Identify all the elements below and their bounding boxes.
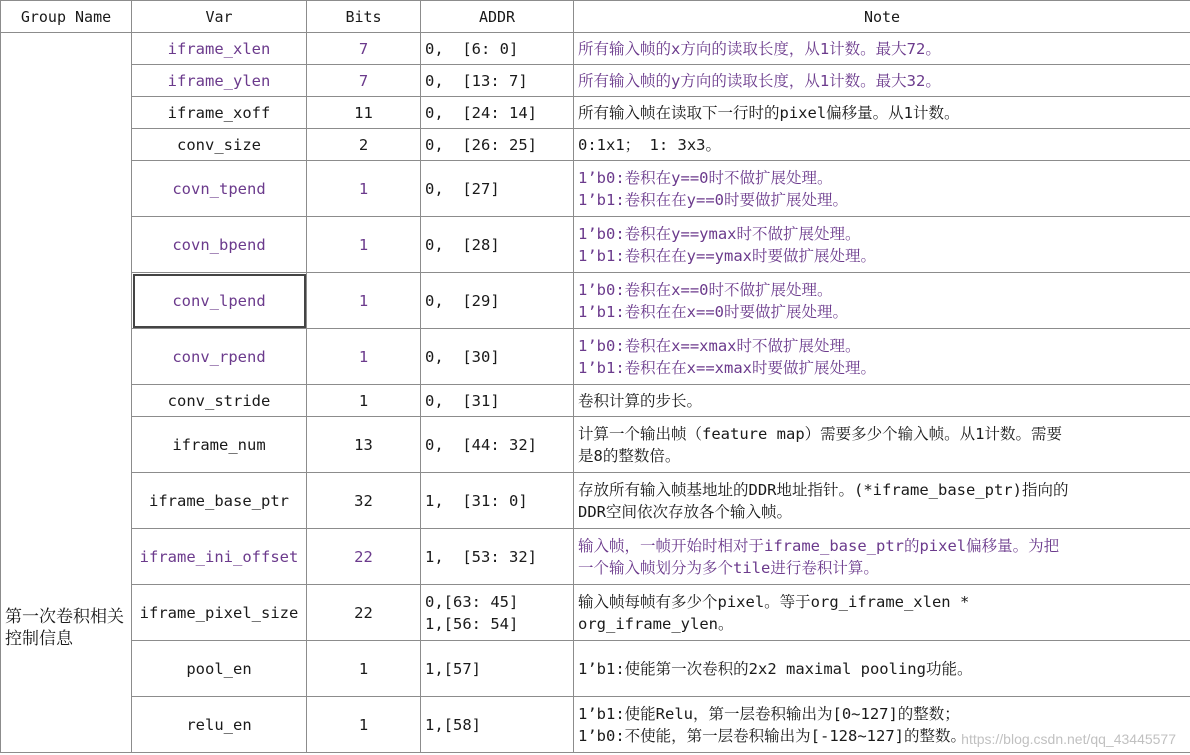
var-cell[interactable]: iframe_ylen [132, 65, 307, 97]
var-cell[interactable]: pool_en [132, 641, 307, 697]
var-cell[interactable]: covn_tpend [132, 161, 307, 217]
table-row [1, 217, 1190, 273]
addr-cell[interactable]: 0, [26: 25] [421, 129, 574, 161]
note-cell[interactable] [574, 641, 1190, 697]
var-cell[interactable]: iframe_xoff [132, 97, 307, 129]
bits-cell[interactable]: 1 [307, 273, 421, 329]
column-header-bits[interactable]: Bits [307, 1, 421, 33]
addr-cell[interactable]: 0, [29] [421, 273, 574, 329]
bits-cell[interactable]: 7 [307, 65, 421, 97]
bits-cell[interactable]: 22 [307, 585, 421, 641]
addr-cell[interactable]: 0, [30] [421, 329, 574, 385]
column-header-addr[interactable]: ADDR [421, 1, 574, 33]
note-line: 1’b1:卷积在在y==0时要做扩展处理。 [578, 190, 848, 209]
table-row [1, 161, 1190, 217]
var-cell[interactable]: iframe_base_ptr [132, 473, 307, 529]
addr-cell[interactable]: 1, [53: 32] [421, 529, 574, 585]
addr-cell[interactable]: 1,[58] [421, 697, 574, 753]
note-line: 输入帧每帧有多少个pixel。等于org_iframe_xlen * [578, 592, 970, 611]
note-line: 1’b0:卷积在x==0时不做扩展处理。 [578, 280, 833, 299]
column-header-note[interactable]: Note [574, 1, 1190, 33]
var-cell[interactable]: iframe_num [132, 417, 307, 473]
bits-cell[interactable]: 7 [307, 33, 421, 65]
note-cell[interactable] [574, 129, 1190, 161]
note-line: 所有输入帧在读取下一行时的pixel偏移量。从1计数。 [578, 103, 960, 122]
header-row [1, 1, 1190, 33]
table-row [1, 273, 1190, 329]
note-cell[interactable] [574, 585, 1190, 641]
column-header-var[interactable]: Var [132, 1, 307, 33]
addr-cell[interactable]: 0, [24: 14] [421, 97, 574, 129]
table-row [1, 65, 1190, 97]
note-cell[interactable] [574, 97, 1190, 129]
note-line: 1’b1:使能Relu，第一层卷积输出为[0~127]的整数； [578, 704, 960, 723]
note-line: 1’b0:卷积在y==0时不做扩展处理。 [578, 168, 833, 187]
note-line: 0:1x1； 1: 3x3。 [578, 135, 721, 154]
addr-cell[interactable]: 1, [31: 0] [421, 473, 574, 529]
note-line: 所有输入帧的x方向的读取长度，从1计数。最大72。 [578, 39, 941, 58]
addr-cell[interactable]: 0, [31] [421, 385, 574, 417]
bits-cell[interactable]: 1 [307, 641, 421, 697]
bits-cell[interactable]: 13 [307, 417, 421, 473]
table-row [1, 529, 1190, 585]
table-row [1, 97, 1190, 129]
var-cell[interactable]: iframe_pixel_size [132, 585, 307, 641]
note-line: 输入帧，一帧开始时相对于iframe_base_ptr的pixel偏移量。为把 [578, 536, 1060, 555]
addr-cell[interactable]: 1,[57] [421, 641, 574, 697]
note-line: org_iframe_ylen。 [578, 614, 734, 633]
table-row [1, 329, 1190, 385]
note-line: 1’b0:不使能，第一层卷积输出为[-128~127]的整数。 [578, 726, 966, 745]
note-cell[interactable] [574, 273, 1190, 329]
note-line: 1’b1:使能第一次卷积的2x2 maximal pooling功能。 [578, 659, 973, 678]
table-row [1, 585, 1190, 641]
bits-cell[interactable]: 22 [307, 529, 421, 585]
note-cell[interactable] [574, 417, 1190, 473]
var-cell[interactable]: iframe_ini_offset [132, 529, 307, 585]
bits-cell[interactable]: 1 [307, 329, 421, 385]
note-cell[interactable] [574, 33, 1190, 65]
note-cell[interactable] [574, 161, 1190, 217]
var-cell[interactable]: iframe_xlen [132, 33, 307, 65]
var-cell[interactable]: relu_en [132, 697, 307, 753]
table-row [1, 417, 1190, 473]
table-row [1, 385, 1190, 417]
bits-cell[interactable]: 2 [307, 129, 421, 161]
var-cell[interactable]: covn_bpend [132, 217, 307, 273]
table-row [1, 473, 1190, 529]
var-cell[interactable]: conv_size [132, 129, 307, 161]
note-cell[interactable] [574, 385, 1190, 417]
addr-cell[interactable]: 0, [44: 32] [421, 417, 574, 473]
addr-cell[interactable]: 0, [13: 7] [421, 65, 574, 97]
addr-cell[interactable]: 0, [6: 0] [421, 33, 574, 65]
bits-cell[interactable]: 1 [307, 161, 421, 217]
column-header-group-name[interactable]: Group Name [1, 1, 132, 33]
note-line: 1’b1:卷积在在y==ymax时要做扩展处理。 [578, 246, 876, 265]
table-body [1, 33, 1190, 753]
note-line: 1’b0:卷积在x==xmax时不做扩展处理。 [578, 336, 861, 355]
note-line: 存放所有输入帧基地址的DDR地址指针。(*iframe_base_ptr)指向的 [578, 480, 1069, 499]
addr-cell[interactable]: 0,[63: 45] 1,[56: 54] [421, 585, 574, 641]
group-name-cell[interactable]: 第一次卷积相关控制信息 [1, 33, 132, 753]
note-line: 所有输入帧的y方向的读取长度，从1计数。最大32。 [578, 71, 941, 90]
note-cell[interactable] [574, 473, 1190, 529]
note-line: 1’b0:卷积在y==ymax时不做扩展处理。 [578, 224, 861, 243]
table-row [1, 33, 1190, 65]
bits-cell[interactable]: 1 [307, 697, 421, 753]
note-cell[interactable] [574, 217, 1190, 273]
table-row [1, 129, 1190, 161]
var-cell[interactable]: conv_rpend [132, 329, 307, 385]
note-line: 是8的整数倍。 [578, 446, 681, 465]
note-cell[interactable] [574, 529, 1190, 585]
addr-cell[interactable]: 0, [27] [421, 161, 574, 217]
note-cell[interactable] [574, 329, 1190, 385]
note-cell[interactable] [574, 65, 1190, 97]
note-line: 一个输入帧划分为多个tile进行卷积计算。 [578, 558, 879, 577]
table-row [1, 641, 1190, 697]
bits-cell[interactable]: 32 [307, 473, 421, 529]
note-line: 计算一个输出帧（feature map）需要多少个输入帧。从1计数。需要 [578, 424, 1062, 443]
addr-cell[interactable]: 0, [28] [421, 217, 574, 273]
note-line: DDR空间依次存放各个输入帧。 [578, 502, 792, 521]
note-line: 1’b1:卷积在在x==0时要做扩展处理。 [578, 302, 848, 321]
bits-cell[interactable]: 11 [307, 97, 421, 129]
var-cell[interactable]: conv_lpend [132, 273, 307, 329]
bits-cell[interactable]: 1 [307, 385, 421, 417]
note-line: 卷积计算的步长。 [578, 391, 703, 410]
watermark: https://blog.csdn.net/qq_43445577 [961, 731, 1176, 747]
var-cell[interactable]: conv_stride [132, 385, 307, 417]
bits-cell[interactable]: 1 [307, 217, 421, 273]
note-line: 1’b1:卷积在在x==xmax时要做扩展处理。 [578, 358, 876, 377]
